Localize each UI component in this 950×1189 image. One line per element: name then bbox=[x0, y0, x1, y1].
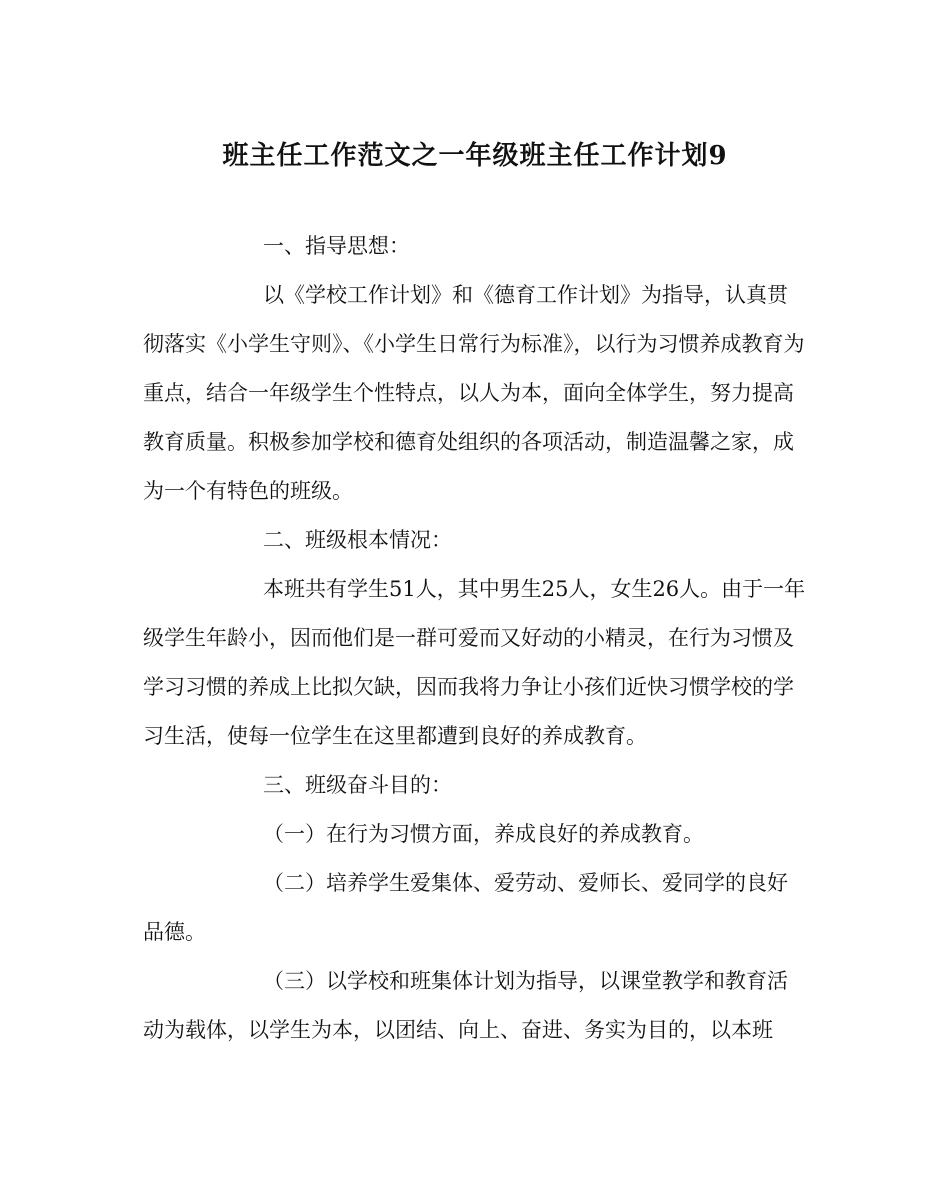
paragraph-guiding-thought: 以《学校工作计划》和《德育工作计划》为指导，认真贯彻落实《小学生守则》、《小学生日常行为标准》，以行为习惯养成教育为重点，结合一年级学生个性特点，以人为本，面向全体学生，努力提高教育质量。积极参加学校和德育处组织的各项活动，制造温馨之家，成为一个有特色的班级。 bbox=[143, 283, 805, 503]
section-heading-class-goals: 三、班级奋斗目的： bbox=[263, 773, 452, 797]
section-heading-guiding-thought: 一、指导思想： bbox=[263, 234, 410, 258]
document-title: 班主任工作范文之一年级班主任工作计划9 bbox=[222, 141, 728, 171]
goal-item-1: （一）在行为习惯方面，养成良好的养成教育。 bbox=[263, 822, 704, 846]
goal-item-2: （二）培养学生爱集体、爱劳动、爱师长、爱同学的良好品德。 bbox=[143, 871, 788, 944]
section-heading-class-situation: 二、班级根本情况： bbox=[263, 528, 452, 552]
document-body bbox=[143, 222, 806, 1055]
goal-item-3: （三）以学校和班集体计划为指导，以课堂教学和教育活动为载体，以学生为本，以团结、向上、奋进、务实为目的，以本班 bbox=[143, 969, 788, 1042]
paragraph-class-situation: 本班共有学生51人，其中男生25人，女生26人。由于一年级学生年龄小，因而他们是一群可爱而又好动的小精灵，在行为习惯及学习习惯的养成上比拟欠缺，因而我将力争让小孩们近快习惯学校的学习生活，使每一位学生在这里都遭到良好的养成教育。 bbox=[143, 577, 806, 748]
